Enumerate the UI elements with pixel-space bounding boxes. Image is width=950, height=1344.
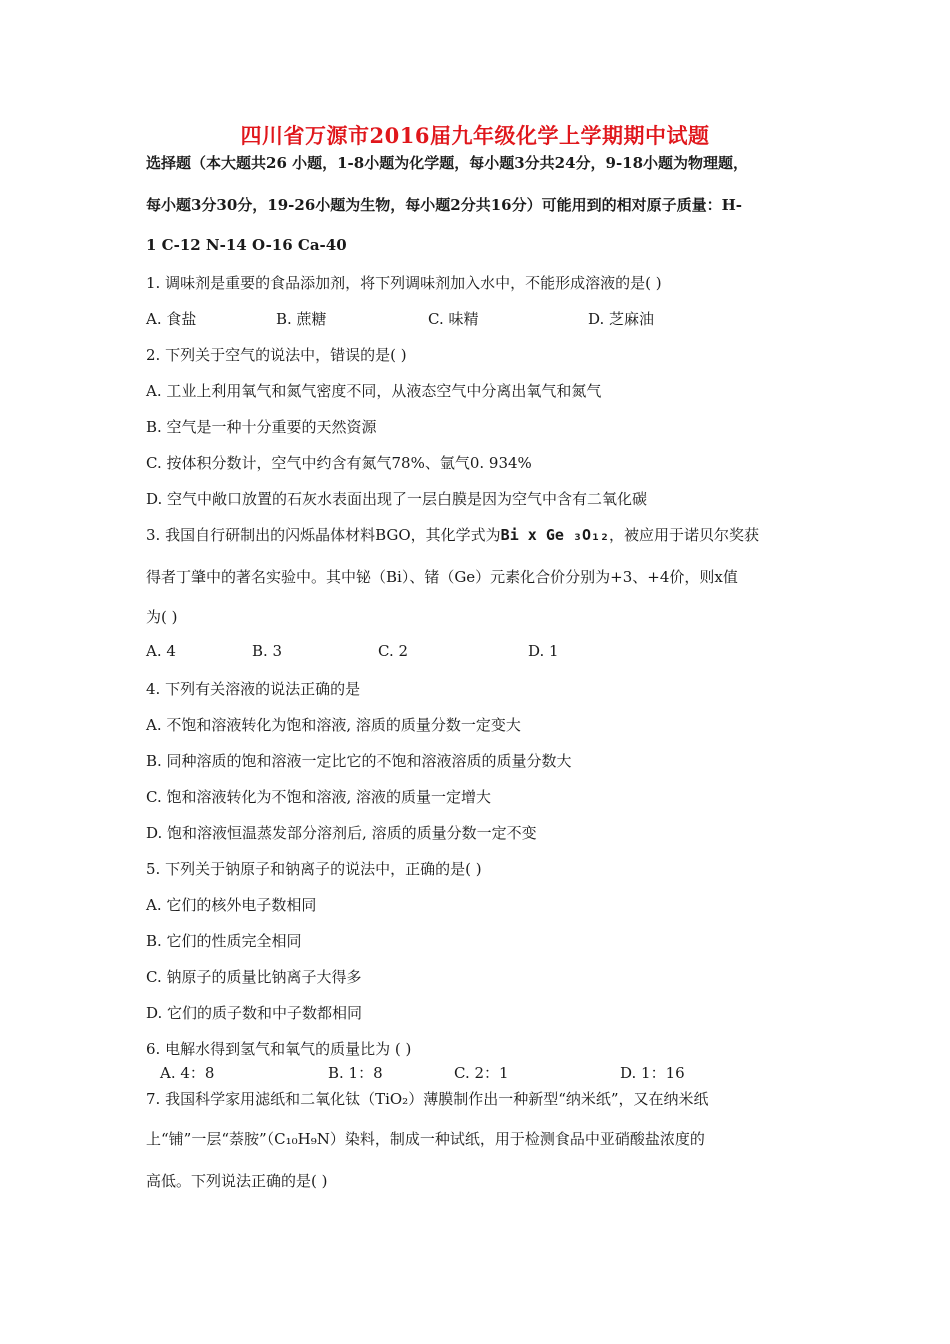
question-7-line-2: 上“铺”一层“萘胺”（C₁₀H₉N）染料，制成一种试纸，用于检测食品中亚硝酸盐浓度的 [146, 1130, 705, 1148]
question-1-option-c: C. 味精 [428, 310, 479, 328]
page-title: 四川省万源市2016届九年级化学上学期期中试题 [240, 123, 710, 148]
question-2-option-d: D. 空气中敞口放置的石灰水表面出现了一层白膜是因为空气中含有二氧化碳 [146, 490, 648, 508]
question-3-formula: Bi x Ge ₃O₁₂ [500, 526, 610, 544]
question-3-option-d: D. 1 [528, 642, 559, 660]
question-5-option-b: B. 它们的性质完全相同 [146, 932, 302, 950]
question-2-stem: 2. 下列关于空气的说法中，错误的是( ) [146, 346, 407, 364]
question-3-line-2: 得者丁肇中的著名实验中。其中铋（Bi）、锗（Ge）元素化合价分别为+3、+4价，则x值 [146, 568, 738, 586]
question-4-option-b: B. 同种溶质的饱和溶液一定比它的不饱和溶液溶质的质量分数大 [146, 752, 572, 770]
question-1-option-b: B. 蔗糖 [276, 310, 327, 328]
question-3-option-a: A. 4 [146, 642, 176, 660]
question-2-option-b: B. 空气是一种十分重要的天然资源 [146, 418, 377, 436]
question-6-option-d: D. 1：16 [620, 1064, 685, 1082]
intro-line-1: 选择题（本大题共26 小题，1-8小题为化学题，每小题3分共24分，9-18小题为物理题， [146, 154, 749, 172]
question-6-option-b: B. 1：8 [328, 1064, 383, 1082]
question-3-line-3: 为( ) [146, 608, 178, 626]
question-3-option-c: C. 2 [378, 642, 409, 660]
question-5-option-d: D. 它们的质子数和中子数都相同 [146, 1004, 363, 1022]
question-1-option-a: A. 食盐 [146, 310, 197, 328]
question-3-stem-part-b: ，被应用于诺贝尔奖获 [609, 526, 760, 544]
question-1-option-d: D. 芝麻油 [588, 310, 655, 328]
intro-line-2: 每小题3分30分，19-26小题为生物，每小题2分共16分）可能用到的相对原子质量：H- [146, 196, 742, 214]
question-1-stem: 1. 调味剂是重要的食品添加剂，将下列调味剂加入水中，不能形成溶液的是( ) [146, 274, 662, 292]
question-7-line-3: 高低。下列说法正确的是( ) [146, 1172, 328, 1190]
question-6-option-a: A. 4：8 [160, 1064, 215, 1082]
question-5-option-a: A. 它们的核外电子数相同 [146, 896, 317, 914]
question-4-stem: 4. 下列有关溶液的说法正确的是 [146, 680, 361, 698]
intro-line-3: 1 C-12 N-14 O-16 Ca-40 [146, 236, 347, 254]
question-7-stem: 7. 我国科学家用滤纸和二氧化钛（TiO₂）薄膜制作出一种新型“纳米纸”，又在纳米纸 [146, 1090, 709, 1108]
question-2-option-a: A. 工业上利用氧气和氮气密度不同，从液态空气中分离出氧气和氮气 [146, 382, 602, 400]
question-6-option-c: C. 2：1 [454, 1064, 509, 1082]
question-4-option-d: D. 饱和溶液恒温蒸发部分溶剂后, 溶质的质量分数一定不变 [146, 824, 537, 842]
question-5-option-c: C. 钠原子的质量比钠离子大得多 [146, 968, 362, 986]
question-4-option-a: A. 不饱和溶液转化为饱和溶液, 溶质的质量分数一定变大 [146, 716, 521, 734]
question-2-option-c: C. 按体积分数计，空气中约含有氮气78%、氩气0. 934% [146, 454, 532, 472]
question-3-stem-part-a: 3. 我国自行研制出的闪烁晶体材料BGO，其化学式为 [146, 526, 501, 544]
question-3-stem [146, 524, 759, 545]
question-3-option-b: B. 3 [252, 642, 283, 660]
question-5-stem: 5. 下列关于钠原子和钠离子的说法中，正确的是( ) [146, 860, 482, 878]
question-6-stem: 6. 电解水得到氢气和氧气的质量比为 ( ) [146, 1040, 412, 1058]
question-4-option-c: C. 饱和溶液转化为不饱和溶液, 溶液的质量一定增大 [146, 788, 492, 806]
